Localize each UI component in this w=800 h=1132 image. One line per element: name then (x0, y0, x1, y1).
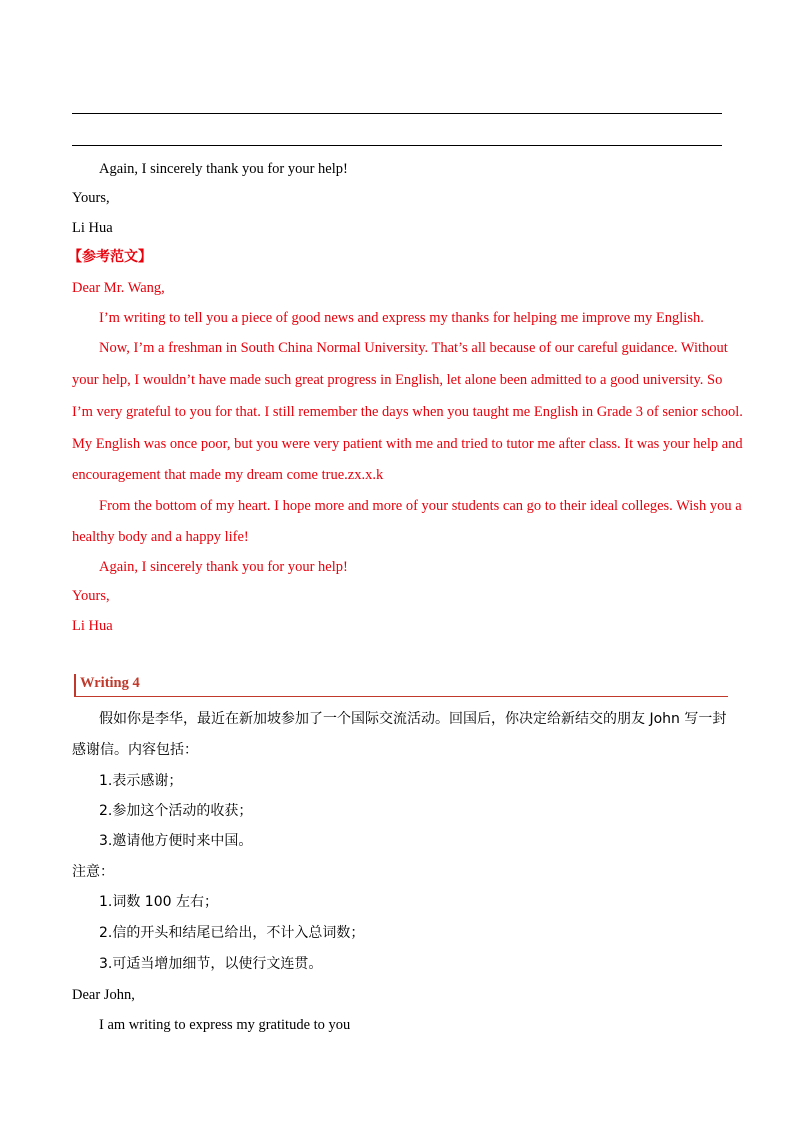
sample-line: Again, I sincerely thank you for your help! (99, 559, 348, 575)
sample-line: From the bottom of my heart. I hope more and more of your students can go to their ideal colleges. Wish you a (99, 498, 742, 514)
writing4-point: 2.参加这个活动的收获； (99, 803, 253, 819)
writing4-salutation: Dear John, (72, 987, 135, 1003)
signature: Li Hua (72, 220, 113, 236)
sample-line: I’m very grateful to you for that. I still remember the days when you taught me English in Grade 3 of senior school. (72, 404, 743, 420)
sign-off: Yours, (72, 190, 110, 206)
writing4-note: 1.词数 100 左右； (99, 894, 218, 910)
writing4-section-header (74, 674, 728, 697)
writing4-title: Writing 4 (80, 675, 140, 691)
sample-salutation: Dear Mr. Wang, (72, 280, 165, 296)
answer-blank-line-2 (72, 145, 722, 146)
writing4-prompt-line: 假如你是李华，最近在新加坡参加了一个国际交流活动。回国后，你决定给新结交的朋友 John 写一封 (99, 711, 727, 727)
sample-line: healthy body and a happy life! (72, 529, 249, 545)
sample-sign-off: Yours, (72, 588, 110, 604)
sample-essay-heading: 【参考范文】 (68, 249, 152, 265)
writing4-note: 3.可适当增加细节，以使行文连贯。 (99, 956, 323, 972)
sample-line: I’m writing to tell you a piece of good news and express my thanks for helping me improve my English. (99, 310, 704, 326)
closing-line: Again, I sincerely thank you for your help! (99, 161, 348, 177)
writing4-note: 2.信的开头和结尾已给出，不计入总词数； (99, 925, 365, 941)
writing4-notes-label: 注意： (72, 864, 114, 880)
sample-line: encouragement that made my dream come true.zx.x.k (72, 467, 384, 483)
sample-line: Now, I’m a freshman in South China Normal University. That’s all because of our careful guidance. Without (99, 340, 728, 356)
answer-blank-line-1 (72, 113, 722, 114)
writing4-point: 3.邀请他方便时来中国。 (99, 833, 253, 849)
sample-line: My English was once poor, but you were very patient with me and tried to tutor me after class. It was your help and (72, 436, 743, 452)
writing4-prompt-line: 感谢信。内容包括： (72, 742, 198, 758)
sample-signature: Li Hua (72, 618, 113, 634)
writing4-opening: I am writing to express my gratitude to you (99, 1017, 351, 1033)
writing4-point: 1.表示感谢； (99, 773, 183, 789)
sample-line: your help, I wouldn’t have made such great progress in English, let alone been admitted to a good university. So (72, 372, 723, 388)
